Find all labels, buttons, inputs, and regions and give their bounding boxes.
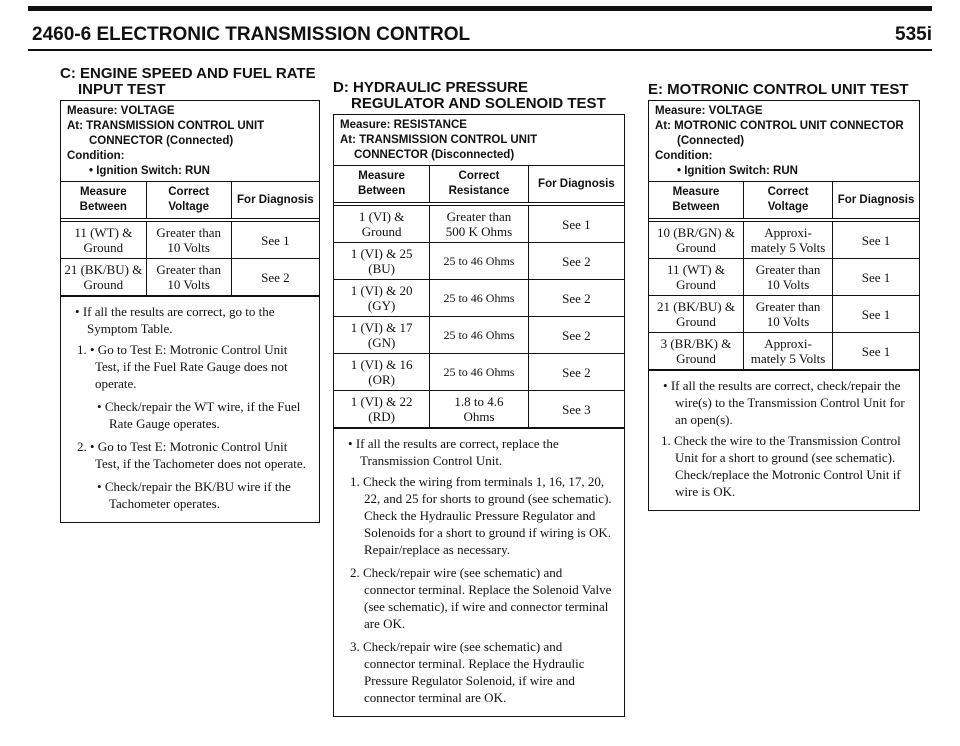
table-row: 1 (VI) & 25 (BU) 25 to 46 Ohms See 2 (334, 243, 624, 280)
table-row: 1 (VI) & 17 (GN) 25 to 46 Ohms See 2 (334, 317, 624, 354)
table-row: 11 (WT) & Ground Greater than 10 Volts See 1 (649, 259, 919, 296)
page-title: 2460-6 ELECTRONIC TRANSMISSION CONTROL (32, 24, 471, 45)
section-e (648, 82, 920, 511)
table-row: 10 (BR/GN) & Ground Approxi- mately 5 Volts See 1 (649, 220, 919, 259)
section-c-title: C: ENGINE SPEED AND FUEL RATE INPUT TEST (60, 65, 316, 98)
table-row: 1 (VI) & 22 (RD) 1.8 to 4.6 Ohms See 3 (334, 391, 624, 428)
table-row: 1 (VI) & Ground Greater than 500 K Ohms See 1 (334, 204, 624, 243)
section-c-meta: Measure: VOLTAGE At: TRANSMISSION CONTROL UNIT CONNECTOR (Connected) Condition: • Ignition Switch: RUN (67, 105, 265, 177)
section-c-table: Measure Between Correct Voltage For Diagnosis 11 (WT) & Ground Greater than 10 Volts See 1 21 (BK/BU) & Ground Greater than 10 Volts See 2 (61, 181, 319, 296)
section-e-meta: Measure: VOLTAGE At: MOTRONIC CONTROL UNIT CONNECTOR (Connected) Condition: • Ignition Switch: RUN (655, 105, 904, 177)
section-d-notes: • If all the results are correct, replace the Transmission Control Unit. 1. Check the wiring from terminals 1, 16, 17, 20, 22, and 25 for shorts to ground (see schematic). Check the Hydraulic Pressure Regulator and Solenoids for a short to ground if wiring is OK. Repair/replace as necessary. 2. Check/repair wire (see schematic) and connector terminal. Replace the Solenoid Valve (see schematic), if wire and connector terminal are OK. 3. Check/repair wire (see schematic) and connector terminal. Replace the Hydraulic Pressure Regulator Solenoid, if wire and connector terminal are OK. (334, 428, 624, 716)
section-c (60, 66, 320, 523)
section-d-meta: Measure: RESISTANCE At: TRANSMISSION CONTROL UNIT CONNECTOR (Disconnected) (340, 119, 538, 161)
section-d (333, 80, 625, 717)
table-row: 21 (BK/BU) & Ground Greater than 10 Volts See 1 (649, 296, 919, 333)
section-d-title: D: HYDRAULIC PRESSURE REGULATOR AND SOLENOID TEST (333, 79, 606, 112)
table-row: 3 (BR/BK) & Ground Approxi- mately 5 Volts See 1 (649, 333, 919, 370)
table-row: 21 (BK/BU) & Ground Greater than 10 Volts See 2 (61, 259, 319, 296)
section-c-notes: • If all the results are correct, go to the Symptom Table. 1. • Go to Test E: Motronic Control Unit Test, if the Fuel Rate Gauge does not operate. • Check/repair the WT wire, if the Fuel Rate Gauge operates. 2. • Go to Test E: Motronic Control Unit Test, if the Tachometer does not operate. • Check/repair the BK/BU wire if the Tachometer operates. (61, 296, 319, 522)
header-rule (28, 49, 932, 51)
page-number: 535i (895, 24, 932, 45)
section-d-box (333, 114, 625, 717)
section-e-notes: • If all the results are correct, check/repair the wire(s) to the Transmission Control Unit for an open(s). 1. Check the wire to the Transmission Control Unit for a short to ground (see schematic). Check/replace the Motronic Control Unit if wire is OK. (649, 370, 919, 510)
table-row: 11 (WT) & Ground Greater than 10 Volts See 1 (61, 220, 319, 259)
page-header (32, 24, 932, 48)
section-e-box (648, 100, 920, 511)
section-e-title: E: MOTRONIC CONTROL UNIT TEST (648, 81, 909, 98)
section-d-table: Measure Between Correct Resistance For Diagnosis 1 (VI) & Ground Greater than 500 K Ohms See 1 1 (VI) & 25 (BU) 25 to 46 Ohms See 2 1 (VI) & 20 (GY) 25 to 46 Ohms See 2 1 (VI) & 17 (GN) 25 to 46 Ohms See 2 1 (VI) & 16 (OR) 25 to 46 Ohms See 2 1 (VI) & 22 (RD) 1.8 to 4.6 Ohms See 3 (334, 165, 624, 428)
section-e-table: Measure Between Correct Voltage For Diagnosis 10 (BR/GN) & Ground Approxi- mately 5 Volts See 1 11 (WT) & Ground Greater than 10 Volts See 1 21 (BK/BU) & Ground Greater than 10 Volts See 1 3 (BR/BK) & Ground Approxi- mately 5 Volts See 1 (649, 181, 919, 370)
section-c-box (60, 100, 320, 523)
table-row: 1 (VI) & 16 (OR) 25 to 46 Ohms See 2 (334, 354, 624, 391)
top-rule (28, 6, 932, 11)
table-row: 1 (VI) & 20 (GY) 25 to 46 Ohms See 2 (334, 280, 624, 317)
